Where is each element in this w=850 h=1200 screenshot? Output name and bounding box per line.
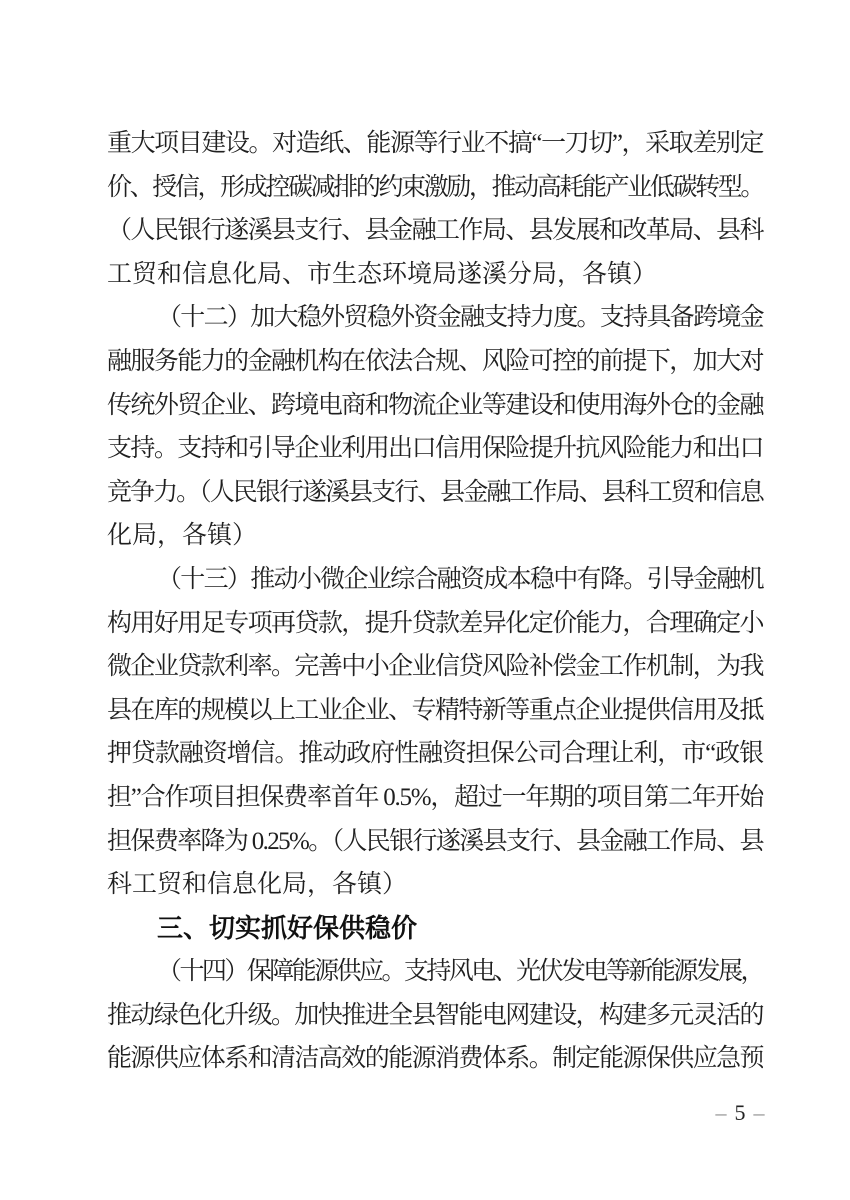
text-line: 支持。支持和引导企业利用出口信用保险提升抗风险能力和出口 bbox=[107, 435, 763, 463]
text-line: 价、授信，形成控碳减排的约束激励，推动高耗能产业低碳转型。 bbox=[107, 173, 763, 201]
text-line: 科工贸和信息化局，各镇） bbox=[107, 871, 408, 899]
text-line: 三、切实抓好保供稳价 bbox=[157, 912, 418, 943]
text-line: 构用好用足专项再贷款，提升贷款差异化定价能力，合理确定小 bbox=[107, 609, 763, 637]
text-line: （十二）加大稳外贸稳外资金融支持力度。支持具备跨境金 bbox=[157, 304, 763, 332]
text-line: 传统外贸企业、跨境电商和物流企业等建设和使用海外仓的金融 bbox=[107, 391, 763, 419]
para-item-14 bbox=[107, 950, 763, 1081]
text-line: （人民银行遂溪县支行、县金融工作局、县发展和改革局、县科 bbox=[107, 217, 763, 245]
text-line: 县在库的规模以上工业企业、专精特新等重点企业提供信用及抵 bbox=[107, 696, 763, 724]
text-line: 微企业贷款利率。完善中小企业信贷风险补偿金工作机制，为我 bbox=[107, 653, 763, 681]
para-continuation bbox=[107, 122, 763, 296]
text-line: 能源供应体系和清洁高效的能源消费体系。制定能源保供应急预 bbox=[107, 1045, 763, 1073]
page-number-dash-right: – bbox=[753, 1100, 765, 1125]
text-line: 推动绿色化升级。加快推进全县智能电网建设，构建多元灵活的 bbox=[107, 1001, 763, 1029]
text-line: （十四）保障能源供应。支持风电、光伏发电等新能源发展， bbox=[157, 958, 763, 986]
text-line: 化局，各镇） bbox=[107, 522, 258, 550]
para-item-12 bbox=[107, 296, 763, 558]
para-item-13 bbox=[107, 558, 763, 907]
page-number bbox=[695, 1100, 785, 1126]
text-line: 工贸和信息化局、市生态环境局遂溪分局，各镇） bbox=[107, 260, 658, 288]
text-line: 重大项目建设。对造纸、能源等行业不搞“一刀切”，采取差别定 bbox=[107, 130, 763, 157]
text-line: 担”合作项目担保费率首年 0.5%，超过一年期的项目第二年开始 bbox=[107, 783, 763, 811]
text-line: 担保费率降为 0.25%。（人民银行遂溪县支行、县金融工作局、县 bbox=[107, 827, 763, 855]
text-line: 融服务能力的金融机构在依法合规、风险可控的前提下，加大对 bbox=[107, 347, 763, 375]
heading-section-3 bbox=[107, 907, 763, 951]
text-line: 竞争力。（人民银行遂溪县支行、县金融工作局、县科工贸和信息 bbox=[107, 478, 763, 506]
text-line: 押贷款融资增信。推动政府性融资担保公司合理让利，市“政银 bbox=[107, 740, 763, 768]
page-number-dash-left: – bbox=[715, 1100, 727, 1125]
text-block bbox=[107, 122, 763, 1081]
page-number-value: 5 bbox=[734, 1100, 746, 1125]
text-line: （十三）推动小微企业综合融资成本稳中有降。引导金融机 bbox=[157, 565, 763, 593]
